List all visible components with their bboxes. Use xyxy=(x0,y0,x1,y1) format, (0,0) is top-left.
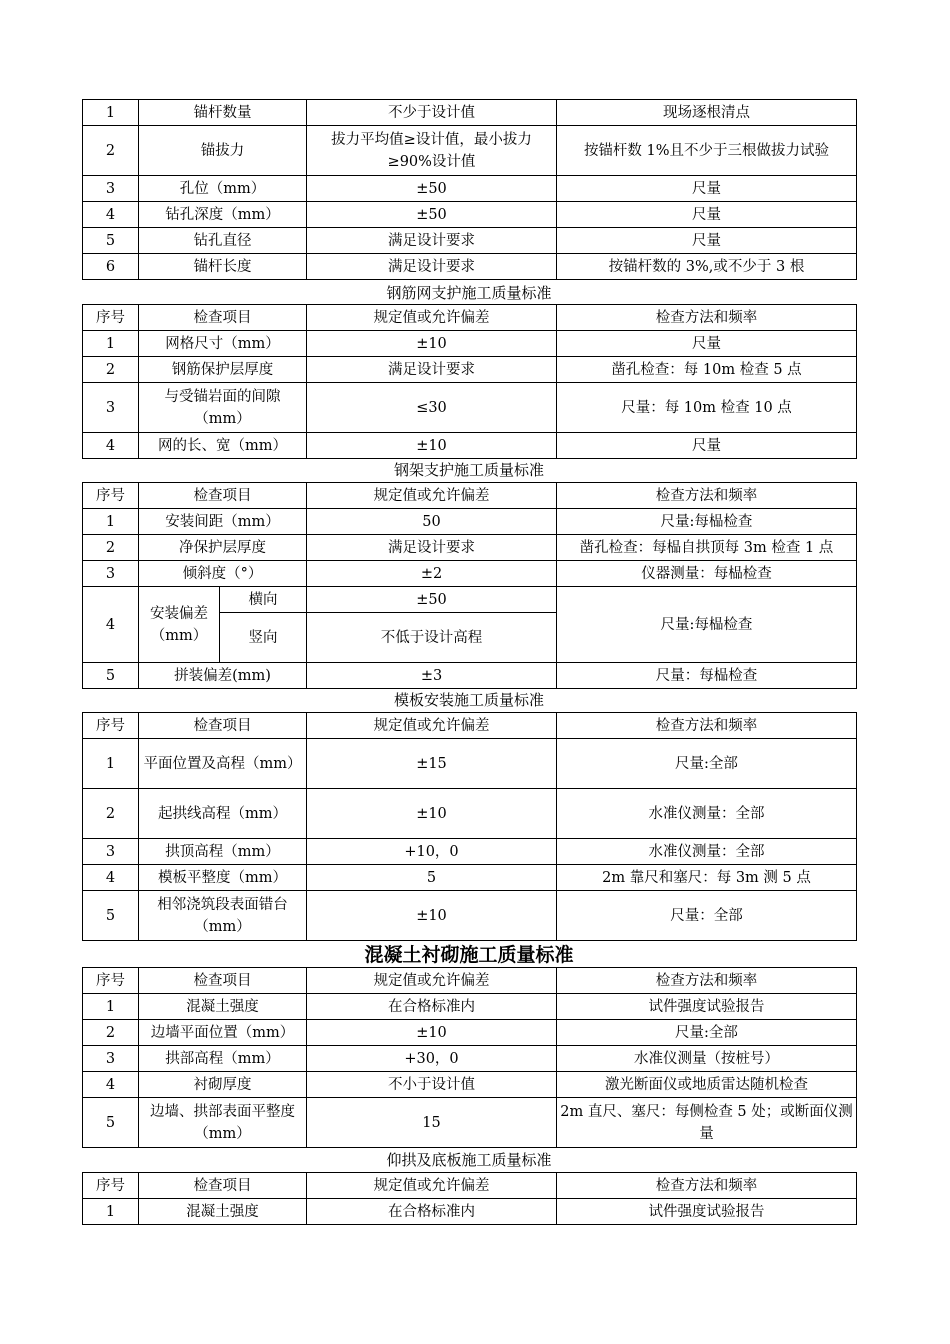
cell-no: 1 xyxy=(83,331,139,357)
table-row xyxy=(83,839,857,865)
lining-table xyxy=(82,967,857,1148)
header-item: 检查项目 xyxy=(139,968,307,994)
table-header-row xyxy=(83,1173,857,1199)
cell-value: 满足设计要求 xyxy=(307,228,557,254)
table-row xyxy=(83,865,857,891)
cell-no: 5 xyxy=(83,891,139,941)
cell-value: +10，0 xyxy=(307,839,557,865)
cell-item: 锚杆数量 xyxy=(139,100,307,126)
cell-value: ±2 xyxy=(307,561,557,587)
cell-no: 3 xyxy=(83,561,139,587)
cell-no: 3 xyxy=(83,176,139,202)
cell-item: 起拱线高程（mm） xyxy=(139,789,307,839)
header-method: 检查方法和频率 xyxy=(557,1173,857,1199)
table-row xyxy=(83,587,857,613)
cell-method: 试件强度试验报告 xyxy=(557,994,857,1020)
cell-item: 边墙平面位置（mm） xyxy=(139,1020,307,1046)
cell-value: ±15 xyxy=(307,739,557,789)
cell-no: 2 xyxy=(83,126,139,176)
cell-no: 3 xyxy=(83,383,139,433)
cell-no: 4 xyxy=(83,433,139,459)
steel-frame-table xyxy=(82,482,857,689)
table-row xyxy=(83,739,857,789)
cell-method: 尺量：每榀检查 xyxy=(557,663,857,689)
cell-method: 试件强度试验报告 xyxy=(557,1199,857,1225)
cell-item: 相邻浇筑段表面错台（mm） xyxy=(139,891,307,941)
cell-value: ±50 xyxy=(307,587,557,613)
table-row xyxy=(83,535,857,561)
cell-item: 边墙、拱部表面平整度（mm） xyxy=(139,1098,307,1148)
header-no: 序号 xyxy=(83,1173,139,1199)
cell-no: 4 xyxy=(83,587,139,663)
table-row xyxy=(83,433,857,459)
cell-no: 1 xyxy=(83,739,139,789)
formwork-table-title: 模板安装施工质量标准 xyxy=(393,691,544,709)
header-item: 检查项目 xyxy=(139,1173,307,1199)
cell-no: 6 xyxy=(83,254,139,280)
cell-value: ≤30 xyxy=(307,383,557,433)
mesh-table-section xyxy=(82,304,856,459)
header-value: 规定值或允许偏差 xyxy=(307,1173,557,1199)
invert-table-section xyxy=(82,1172,856,1225)
cell-item: 与受锚岩面的间隙（mm） xyxy=(139,383,307,433)
header-item: 检查项目 xyxy=(139,305,307,331)
formwork-table-section xyxy=(82,712,856,941)
cell-method: 尺量：每 10m 检查 10 点 xyxy=(557,383,857,433)
cell-value: 不少于设计值 xyxy=(307,100,557,126)
header-method: 检查方法和频率 xyxy=(557,968,857,994)
cell-item: 孔位（mm） xyxy=(139,176,307,202)
cell-no: 1 xyxy=(83,509,139,535)
cell-method: 尺量：全部 xyxy=(557,891,857,941)
cell-method: 仪器测量：每榀检查 xyxy=(557,561,857,587)
cell-method: 激光断面仪或地质雷达随机检查 xyxy=(557,1072,857,1098)
invert-table-title: 仰拱及底板施工质量标准 xyxy=(386,1151,552,1169)
cell-value: 在合格标准内 xyxy=(307,1199,557,1225)
header-no: 序号 xyxy=(83,305,139,331)
header-item: 检查项目 xyxy=(139,483,307,509)
invert-table xyxy=(82,1172,857,1225)
header-value: 规定值或允许偏差 xyxy=(307,305,557,331)
cell-value: 拔力平均值≥设计值，最小拔力≥90%设计值 xyxy=(307,126,557,176)
cell-no: 2 xyxy=(83,357,139,383)
table-row xyxy=(83,561,857,587)
cell-value: ±10 xyxy=(307,433,557,459)
cell-method: 尺量 xyxy=(557,176,857,202)
cell-item: 衬砌厚度 xyxy=(139,1072,307,1098)
cell-value: ±50 xyxy=(307,202,557,228)
table-row xyxy=(83,176,857,202)
cell-value: ±50 xyxy=(307,176,557,202)
table-row xyxy=(83,891,857,941)
cell-item: 拱顶高程（mm） xyxy=(139,839,307,865)
cell-no: 5 xyxy=(83,1098,139,1148)
cell-item: 锚杆长度 xyxy=(139,254,307,280)
cell-item: 混凝土强度 xyxy=(139,994,307,1020)
table-row xyxy=(83,126,857,176)
lining-table-title: 混凝土衬砌施工质量标准 xyxy=(364,944,574,966)
table-header-row xyxy=(83,968,857,994)
cell-value: ±10 xyxy=(307,331,557,357)
cell-subitem: 横向 xyxy=(220,587,307,613)
cell-method: 水准仪测量：全部 xyxy=(557,789,857,839)
table-row xyxy=(83,331,857,357)
steel-table-title: 钢架支护施工质量标准 xyxy=(393,461,544,479)
cell-no: 5 xyxy=(83,228,139,254)
table-header-row xyxy=(83,305,857,331)
cell-no: 1 xyxy=(83,100,139,126)
header-no: 序号 xyxy=(83,713,139,739)
cell-value: +30，0 xyxy=(307,1046,557,1072)
cell-value: 满足设计要求 xyxy=(307,254,557,280)
lining-table-section xyxy=(82,967,856,1148)
cell-item: 安装偏差（mm） xyxy=(139,587,220,663)
table-row xyxy=(83,789,857,839)
table-row xyxy=(83,254,857,280)
cell-method: 2m 靠尺和塞尺：每 3m 测 5 点 xyxy=(557,865,857,891)
cell-method: 尺量 xyxy=(557,228,857,254)
cell-item: 锚拔力 xyxy=(139,126,307,176)
cell-value: 不小于设计值 xyxy=(307,1072,557,1098)
cell-method: 尺量:每榀检查 xyxy=(557,509,857,535)
cell-item: 钢筋保护层厚度 xyxy=(139,357,307,383)
cell-value: ±3 xyxy=(307,663,557,689)
header-value: 规定值或允许偏差 xyxy=(307,713,557,739)
table-row xyxy=(83,1046,857,1072)
table-row xyxy=(83,383,857,433)
cell-value: 5 xyxy=(307,865,557,891)
cell-item: 平面位置及高程（mm） xyxy=(139,739,307,789)
cell-no: 1 xyxy=(83,1199,139,1225)
cell-item: 净保护层厚度 xyxy=(139,535,307,561)
header-no: 序号 xyxy=(83,968,139,994)
cell-value: 50 xyxy=(307,509,557,535)
table-row xyxy=(83,357,857,383)
cell-value: 不低于设计高程 xyxy=(307,613,557,663)
cell-item: 钻孔直径 xyxy=(139,228,307,254)
mesh-table xyxy=(82,304,857,459)
cell-method: 2m 直尺、塞尺：每侧检查 5 处；或断面仪测量 xyxy=(557,1098,857,1148)
header-value: 规定值或允许偏差 xyxy=(307,483,557,509)
header-value: 规定值或允许偏差 xyxy=(307,968,557,994)
cell-method: 尺量 xyxy=(557,331,857,357)
cell-subitem: 竖向 xyxy=(220,613,307,663)
table-row xyxy=(83,228,857,254)
cell-value: ±10 xyxy=(307,789,557,839)
cell-value: 满足设计要求 xyxy=(307,535,557,561)
cell-no: 3 xyxy=(83,1046,139,1072)
cell-item: 网的长、宽（mm） xyxy=(139,433,307,459)
cell-no: 4 xyxy=(83,1072,139,1098)
cell-method: 凿孔检查：每 10m 检查 5 点 xyxy=(557,357,857,383)
cell-no: 2 xyxy=(83,1020,139,1046)
cell-no: 2 xyxy=(83,535,139,561)
cell-value: ±10 xyxy=(307,1020,557,1046)
cell-method: 尺量:每榀检查 xyxy=(557,587,857,663)
table-row xyxy=(83,1072,857,1098)
table-header-row xyxy=(83,713,857,739)
table-row xyxy=(83,100,857,126)
cell-item: 钻孔深度（mm） xyxy=(139,202,307,228)
header-method: 检查方法和频率 xyxy=(557,483,857,509)
header-no: 序号 xyxy=(83,483,139,509)
table-row xyxy=(83,1199,857,1225)
cell-item: 拱部高程（mm） xyxy=(139,1046,307,1072)
table-row xyxy=(83,663,857,689)
cell-method: 按锚杆数的 3%,或不少于 3 根 xyxy=(557,254,857,280)
formwork-table xyxy=(82,712,857,941)
table-row xyxy=(83,509,857,535)
cell-method: 按锚杆数 1%且不少于三根做拔力试验 xyxy=(557,126,857,176)
table-row xyxy=(83,1020,857,1046)
cell-item: 网格尺寸（mm） xyxy=(139,331,307,357)
table-row xyxy=(83,202,857,228)
cell-item: 模板平整度（mm） xyxy=(139,865,307,891)
cell-value: ±10 xyxy=(307,891,557,941)
cell-method: 尺量 xyxy=(557,433,857,459)
anchor-bolt-table-section xyxy=(82,99,856,280)
cell-method: 水准仪测量：全部 xyxy=(557,839,857,865)
table-header-row xyxy=(83,483,857,509)
anchor-bolt-table xyxy=(82,99,857,280)
cell-no: 5 xyxy=(83,663,139,689)
header-method: 检查方法和频率 xyxy=(557,305,857,331)
cell-method: 尺量:全部 xyxy=(557,1020,857,1046)
cell-value: 15 xyxy=(307,1098,557,1148)
cell-no: 1 xyxy=(83,994,139,1020)
cell-item: 安装间距（mm） xyxy=(139,509,307,535)
cell-method: 尺量 xyxy=(557,202,857,228)
steel-table-section xyxy=(82,482,856,689)
cell-no: 4 xyxy=(83,202,139,228)
mesh-table-title: 钢筋网支护施工质量标准 xyxy=(386,284,552,302)
cell-no: 4 xyxy=(83,865,139,891)
cell-method: 现场逐根清点 xyxy=(557,100,857,126)
cell-method: 水准仪测量（按桩号） xyxy=(557,1046,857,1072)
cell-item: 拼装偏差(mm) xyxy=(139,663,307,689)
header-method: 检查方法和频率 xyxy=(557,713,857,739)
header-item: 检查项目 xyxy=(139,713,307,739)
table-row xyxy=(83,994,857,1020)
cell-value: 在合格标准内 xyxy=(307,994,557,1020)
cell-no: 3 xyxy=(83,839,139,865)
cell-method: 尺量:全部 xyxy=(557,739,857,789)
cell-item: 倾斜度（°） xyxy=(139,561,307,587)
cell-item: 混凝土强度 xyxy=(139,1199,307,1225)
cell-no: 2 xyxy=(83,789,139,839)
cell-value: 满足设计要求 xyxy=(307,357,557,383)
cell-method: 凿孔检查：每榀自拱顶每 3m 检查 1 点 xyxy=(557,535,857,561)
table-row xyxy=(83,1098,857,1148)
